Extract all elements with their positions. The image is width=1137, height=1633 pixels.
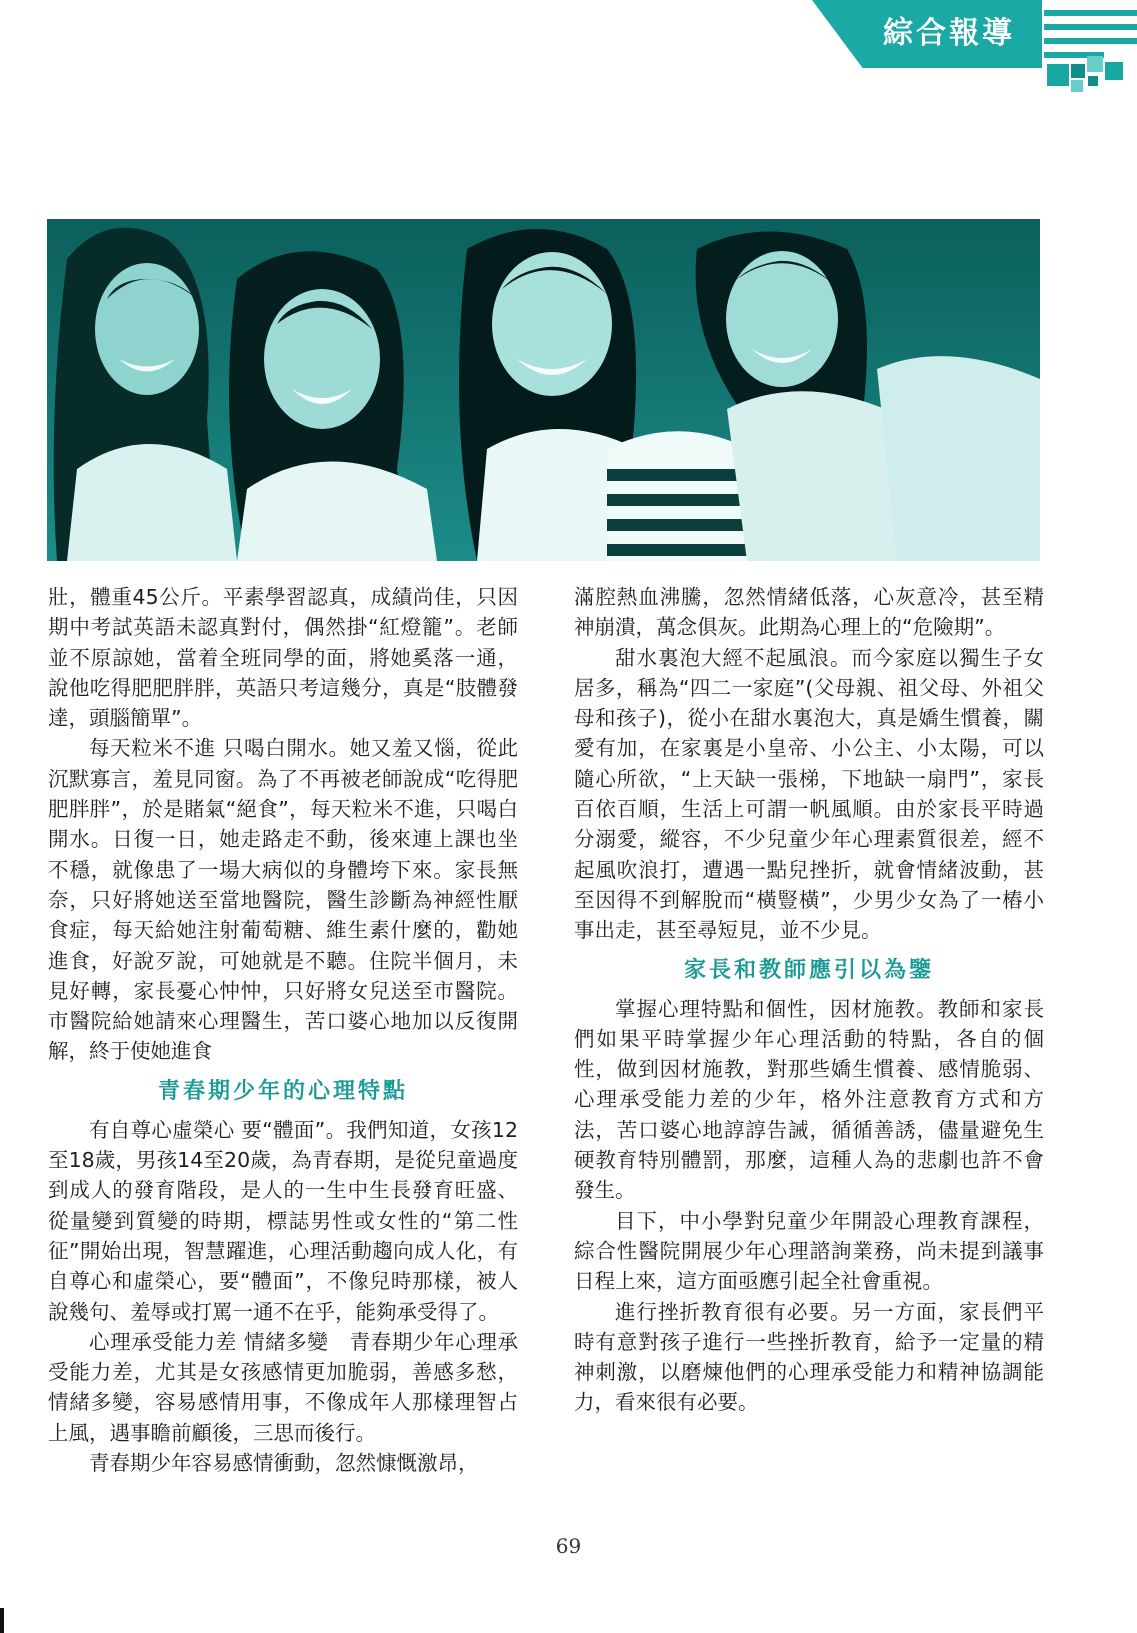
paragraph: 壯，體重45公斤。平素學習認真，成績尚佳，只因期中考試英語未認真對付，偶然掛“紅燈籠”。老師並不原諒她，當着全班同學的面，將她奚落一通，說他吃得肥肥胖胖，英語只考這幾分，真是“肢體發達，頭腦簡單”。 bbox=[48, 585, 518, 731]
left-column bbox=[48, 582, 518, 1478]
decor-square bbox=[1087, 56, 1103, 72]
decor-square bbox=[1047, 64, 1069, 86]
paragraph: 進行挫折教育很有必要。另一方面，家長們平時有意對孩子進行一些挫折教育，給予一定量的精神刺激，以磨煉他們的心理承受能力和精神協調能力，看來很有必要。 bbox=[574, 1299, 1044, 1415]
paragraph: 甜水裏泡大經不起風浪。而今家庭以獨生子女居多，稱為“四二一家庭”(父母親、祖父母、外祖父母和孩子)，從小在甜水裏泡大，真是嬌生慣養，關愛有加，在家裏是小皇帝、小公主、小太陽，可以隨心所欲，“上天缺一張梯，下地缺一扇門”，家長百依百順，生活上可謂一帆風順。由於家長平時過分溺愛，縱容，不少兒童少年心理素質很差，經不起風吹浪打，遭遇一點兒挫折，就會情緒波動，甚至因得不到解脫而“橫豎橫”，少男少女為了一樁小事出走，甚至尋短見，並不少見。 bbox=[574, 645, 1044, 943]
paragraph: 掌握心理特點和個性，因材施教。教師和家長們如果平時掌握少年心理活動的特點，各自的個性，做到因材施教，對那些嬌生慣養、感情脆弱、心理承受能力差的少年，格外注意教育方式和方法，苦口婆心地諄諄告誡，循循善誘，儘量避免生硬教育特別體罰，那麼，這種人為的悲劇也許不會發生。 bbox=[574, 996, 1044, 1203]
header-stripe bbox=[1044, 38, 1137, 44]
decor-square bbox=[1071, 64, 1085, 78]
photo-of-four-smiling-girls-icon bbox=[47, 219, 1040, 561]
section-title: 綜合報導 bbox=[883, 16, 1015, 51]
subheading: 家長和教師應引以為鑒 bbox=[683, 956, 934, 983]
decor-square bbox=[1088, 76, 1098, 86]
right-column bbox=[574, 582, 1044, 1418]
page-number: 69 bbox=[555, 1534, 582, 1558]
header-stripe bbox=[1044, 24, 1137, 30]
paragraph: 心理承受能力差 情緒多變 青春期少年心理承受能力差，尤其是女孩感情更加脆弱，善感多愁，情緒多變，容易感情用事，不像成年人那樣理智占上風，遇事瞻前顧後，三思而後行。 bbox=[48, 1329, 518, 1445]
crop-mark bbox=[0, 1608, 4, 1633]
article-photo bbox=[47, 219, 1040, 561]
subheading: 青春期少年的心理特點 bbox=[157, 1077, 408, 1104]
section-header bbox=[812, 0, 1137, 70]
decor-square bbox=[1071, 80, 1083, 92]
header-stripe bbox=[1044, 10, 1137, 16]
paragraph: 青春期少年容易感情衝動，忽然慷慨激昂， bbox=[89, 1451, 479, 1476]
paragraph: 滿腔熱血沸騰，忽然情緒低落，心灰意冷，甚至精神崩潰，萬念俱灰。此期為心理上的“危險期”。 bbox=[574, 585, 1044, 640]
paragraph: 有自尊心虛榮心 要“體面”。我們知道，女孩12至18歲，男孩14至20歲，為青春期，是從兒童過度到成人的發育階段，是人的一生中生長發育旺盛、從量變到質變的時期，標誌男性或女性的“第二性征”開始出現，智慧躍進，心理活動趨向成人化，有自尊心和虛榮心，要“體面”，不像兒時那樣，被人說幾句、羞辱或打罵一通不在乎，能夠承受得了。 bbox=[48, 1117, 518, 1324]
paragraph: 每天粒米不進 只喝白開水。她又羞又惱，從此沉默寡言，羞見同窗。為了不再被老師說成“吃得肥肥胖胖”，於是賭氣“絕食”，每天粒米不進，只喝白開水。日復一日，她走路走不動，後來連上課也坐不穩，就像患了一場大病似的身體垮下來。家長無奈，只好將她送至當地醫院，醫生診斷為神經性厭食症，每天給她注射葡萄糖、維生素什麼的，勸她進食，好說歹說，可她就是不聽。住院半個月，未見好轉，家長憂心忡忡，只好將女兒送至市醫院。市醫院給她請來心理醫生，苦口婆心地加以反復開解，終于使她進食 bbox=[48, 736, 518, 1064]
decor-square bbox=[1105, 62, 1123, 80]
paragraph: 目下，中小學對兒童少年開設心理教育課程，綜合性醫院開展少年心理諮詢業務，尚未提到議事日程上來，這方面亟應引起全社會重視。 bbox=[574, 1208, 1044, 1294]
